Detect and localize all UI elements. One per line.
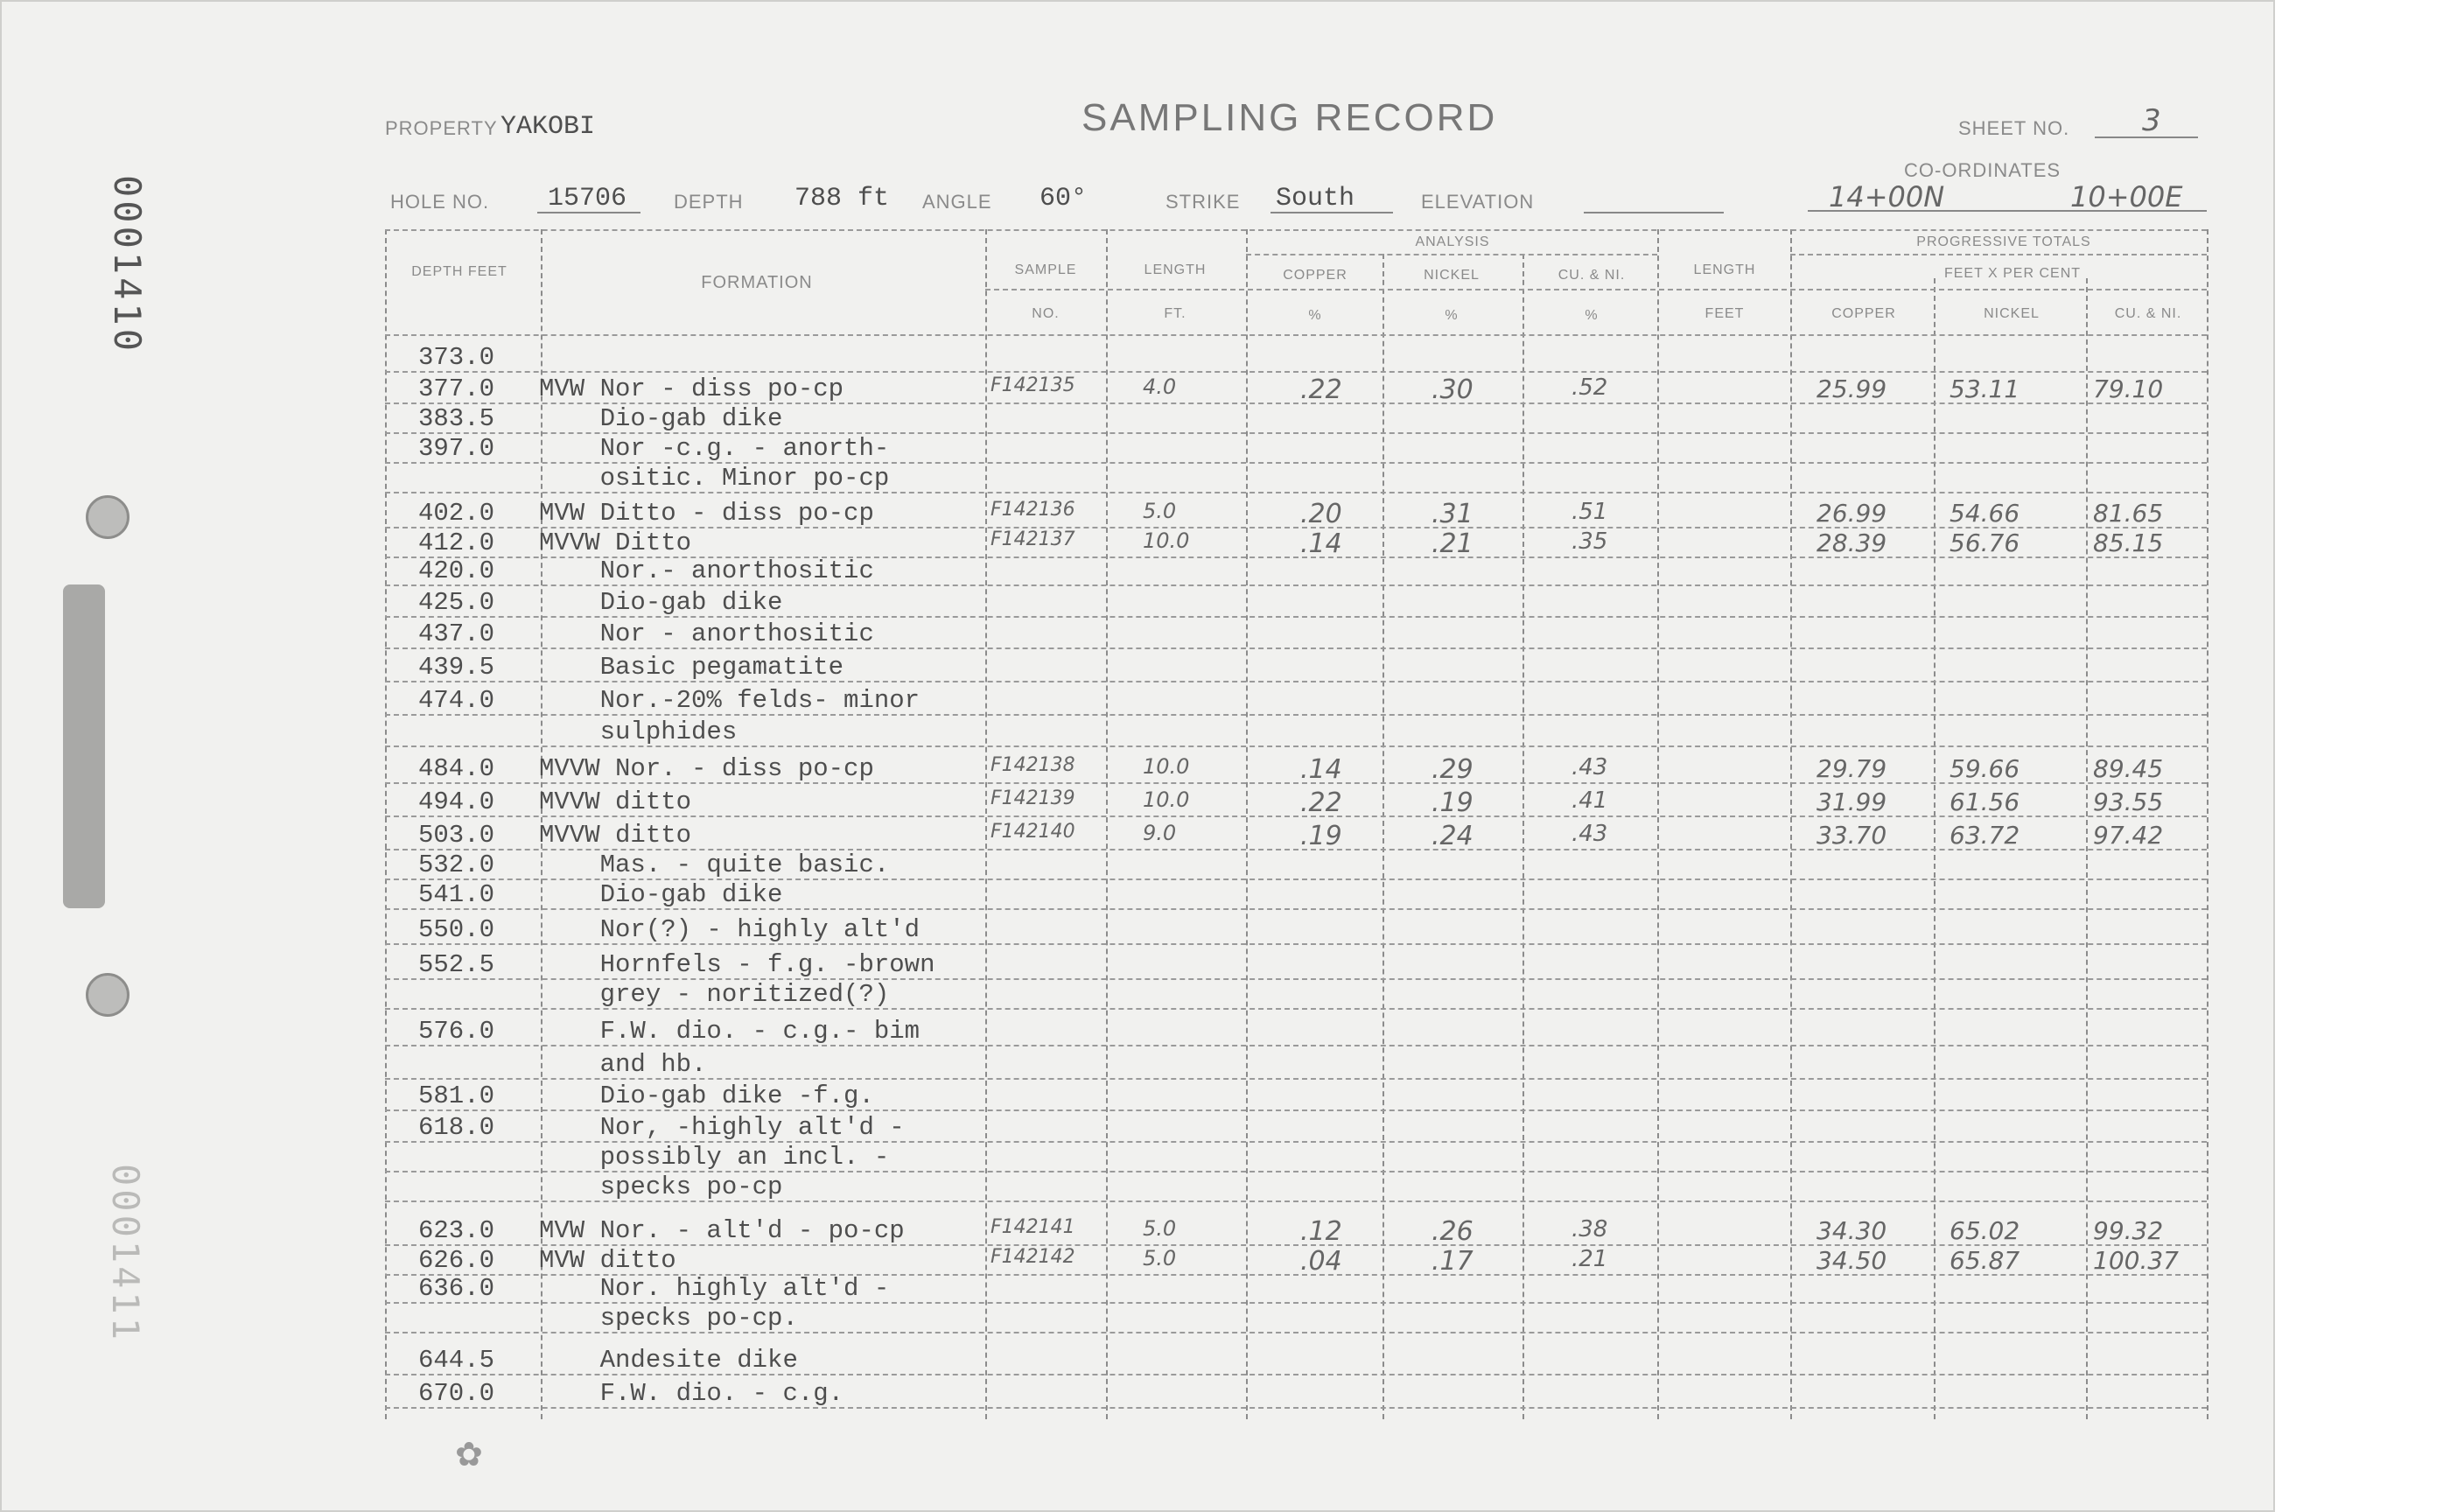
cell-formation: Nor - anorthositic — [539, 620, 874, 648]
table-row — [0, 588, 2275, 617]
table-row — [0, 1082, 2275, 1108]
cell-depth: 626.0 — [418, 1246, 495, 1275]
margin-id-faded: 0001411 — [104, 1164, 147, 1344]
col-cuni-pct: % — [1585, 308, 1599, 323]
col-sample-header: SAMPLE — [1014, 262, 1077, 277]
table-row — [0, 1246, 2275, 1277]
cell-prog-copper: 31.99 — [1816, 788, 1887, 816]
cell-depth: 581.0 — [418, 1082, 495, 1110]
coord-underline — [1808, 210, 2207, 212]
cell-sample-no: F142142 — [990, 1246, 1075, 1268]
property-label: PROPERTY — [385, 117, 498, 139]
table-row — [0, 1172, 2275, 1199]
table-top-line — [385, 229, 2207, 231]
cell-prog-cuni: 99.32 — [2093, 1216, 2164, 1245]
cell-prog-cuni: 85.15 — [2093, 528, 2164, 557]
col-nickel-pct: % — [1445, 308, 1459, 323]
table-row — [0, 434, 2275, 463]
table-row — [0, 1346, 2275, 1375]
cell-prog-copper: 34.50 — [1816, 1246, 1887, 1275]
row-rule — [385, 1078, 2207, 1080]
col-analysis-header: ANALYSIS — [1415, 234, 1490, 249]
stamp-mark: ✿ — [455, 1437, 483, 1474]
cell-length: 5.0 — [1143, 1216, 1177, 1241]
cell-formation: Nor.-20% felds- minor — [539, 686, 920, 715]
cell-copper-pct: .14 — [1300, 528, 1342, 559]
cell-nickel-pct: .31 — [1432, 499, 1474, 529]
row-rule — [385, 648, 2207, 649]
cell-copper-pct: .19 — [1300, 821, 1342, 851]
cell-formation: Nor(?) - highly alt'd — [539, 915, 920, 944]
cell-formation: sulphides — [539, 718, 738, 746]
cell-copper-pct: .22 — [1300, 788, 1342, 818]
page-margin — [2275, 0, 2450, 1512]
cell-nickel-pct: .21 — [1432, 528, 1474, 559]
cell-depth: 474.0 — [418, 686, 495, 715]
table-row — [0, 1050, 2275, 1079]
col-copper-pct: % — [1308, 308, 1322, 323]
strike-label: STRIKE — [1166, 191, 1241, 213]
cell-prog-copper: 28.39 — [1816, 528, 1887, 557]
cell-depth: 437.0 — [418, 620, 495, 648]
cell-copper-pct: .12 — [1300, 1216, 1342, 1247]
col-formation-header: FORMATION — [701, 273, 813, 292]
cell-depth: 623.0 — [418, 1216, 495, 1245]
table-row — [0, 1113, 2275, 1142]
cell-formation: Nor -c.g. - anorth- — [539, 434, 890, 463]
row-rule — [385, 584, 2207, 586]
cell-depth: 402.0 — [418, 499, 495, 528]
cell-formation: Dio-gab dike — [539, 588, 783, 617]
row-rule — [385, 1407, 2207, 1409]
table-row — [0, 1304, 2275, 1333]
cell-prog-nickel: 61.56 — [1950, 788, 2020, 816]
cell-formation: Dio-gab dike — [539, 880, 783, 909]
property-value: YAKOBI — [500, 112, 596, 142]
cell-prog-nickel: 56.76 — [1950, 528, 2020, 557]
cell-copper-pct: .22 — [1300, 374, 1342, 405]
cell-sample-no: F142139 — [990, 788, 1075, 809]
col-prog-nickel-header: NICKEL — [1984, 306, 2040, 321]
elevation-label: ELEVATION — [1421, 191, 1535, 213]
cell-formation: grey - noritized(?) — [539, 980, 890, 1009]
cell-prog-nickel: 59.66 — [1950, 754, 2020, 783]
sheet-label: SHEET NO. — [1958, 117, 2070, 139]
cell-formation: Hornfels - f.g. -brown — [539, 950, 935, 979]
cell-depth: 532.0 — [418, 850, 495, 879]
cell-depth: 541.0 — [418, 880, 495, 909]
cell-length: 10.0 — [1143, 754, 1190, 779]
cell-prog-nickel: 65.87 — [1950, 1246, 2020, 1275]
cell-prog-cuni: 97.42 — [2093, 821, 2164, 850]
hole-label: HOLE NO. — [390, 191, 490, 213]
col-copper-header: COPPER — [1283, 268, 1348, 283]
cell-depth: 484.0 — [418, 754, 495, 783]
margin-id: 0001410 — [106, 175, 149, 355]
row-rule — [385, 714, 2207, 716]
cell-formation: MVVW Ditto — [539, 528, 692, 557]
cell-sample-no: F142136 — [990, 499, 1075, 521]
cell-depth: 420.0 — [418, 556, 495, 585]
cell-length: 4.0 — [1143, 374, 1177, 399]
cell-sample-no: F142137 — [990, 528, 1075, 550]
table-row — [0, 343, 2275, 372]
cell-depth: 412.0 — [418, 528, 495, 557]
col-length-feet-header: LENGTH — [1693, 262, 1756, 277]
cell-depth: 552.5 — [418, 950, 495, 979]
cell-cuni-pct: .51 — [1572, 499, 1608, 525]
table-row — [0, 915, 2275, 942]
cell-formation: Mas. - quite basic. — [539, 850, 890, 879]
cell-prog-cuni: 81.65 — [2093, 499, 2164, 528]
cell-formation: Nor, -highly alt'd - — [539, 1113, 905, 1142]
elevation-underline — [1584, 212, 1724, 214]
cell-depth: 425.0 — [418, 588, 495, 617]
cell-length: 10.0 — [1143, 528, 1190, 553]
coord-north: 14+00N — [1829, 180, 1945, 214]
table-row — [0, 1216, 2275, 1247]
col-progressive-header: PROGRESSIVE TOTALS — [1916, 234, 2091, 249]
row-rule — [385, 1200, 2207, 1202]
cell-depth: 618.0 — [418, 1113, 495, 1142]
cell-prog-nickel: 63.72 — [1950, 821, 2020, 850]
cell-cuni-pct: .21 — [1572, 1246, 1608, 1272]
col-nickel-header: NICKEL — [1424, 268, 1480, 283]
progressive-sub-line — [1790, 254, 2207, 256]
cell-cuni-pct: .43 — [1572, 821, 1608, 847]
table-row — [0, 653, 2275, 682]
cell-prog-cuni: 100.37 — [2093, 1246, 2179, 1275]
table-row — [0, 850, 2275, 877]
cell-formation: specks po-cp. — [539, 1304, 798, 1333]
cell-copper-pct: .14 — [1300, 754, 1342, 785]
cell-length: 5.0 — [1143, 499, 1177, 523]
row-rule — [385, 1045, 2207, 1046]
cell-prog-copper: 33.70 — [1816, 821, 1887, 850]
cell-nickel-pct: .17 — [1432, 1246, 1474, 1277]
cell-formation: MVW Nor - diss po-cp — [539, 374, 844, 403]
cell-cuni-pct: .52 — [1572, 374, 1608, 401]
table-row — [0, 499, 2275, 529]
cell-depth: 670.0 — [418, 1379, 495, 1408]
cell-length: 9.0 — [1143, 821, 1177, 845]
table-row — [0, 718, 2275, 744]
depth-value: 788 ft — [794, 184, 890, 214]
row-rule — [385, 943, 2207, 945]
table-row — [0, 950, 2275, 979]
cell-formation: MVW Ditto - diss po-cp — [539, 499, 874, 528]
cell-prog-nickel: 65.02 — [1950, 1216, 2020, 1245]
table-row — [0, 374, 2275, 405]
col-sample-no-header: NO. — [1032, 306, 1060, 321]
cell-nickel-pct: .19 — [1432, 788, 1474, 818]
angle-label: ANGLE — [922, 191, 992, 213]
header-mid-line — [985, 289, 2207, 290]
cell-depth: 576.0 — [418, 1017, 495, 1046]
cell-depth: 550.0 — [418, 915, 495, 944]
table-row — [0, 1143, 2275, 1172]
cell-prog-copper: 25.99 — [1816, 374, 1887, 403]
cell-nickel-pct: .26 — [1432, 1216, 1474, 1247]
strike-underline — [1270, 212, 1393, 214]
coord-east: 10+00E — [2070, 180, 2183, 214]
cell-prog-cuni: 89.45 — [2093, 754, 2164, 783]
strike-value: South — [1276, 184, 1355, 214]
col-prog-cuni-header: CU. & NI. — [2114, 306, 2182, 321]
cell-cuni-pct: .43 — [1572, 754, 1608, 780]
row-rule — [385, 746, 2207, 747]
cell-formation: MVVW Nor. - diss po-cp — [539, 754, 874, 783]
table-row — [0, 788, 2275, 818]
table-row — [0, 1017, 2275, 1046]
row-rule — [385, 816, 2207, 817]
cell-formation: MVVW ditto — [539, 788, 692, 816]
row-rule — [385, 1008, 2207, 1010]
cell-formation: specks po-cp — [539, 1172, 783, 1201]
row-rule — [385, 908, 2207, 910]
cell-formation: Dio-gab dike — [539, 404, 783, 433]
analysis-sub-line — [1246, 254, 1657, 256]
row-rule — [385, 492, 2207, 494]
col-feet-x-pct-header: FEET X PER CENT — [1943, 266, 2082, 281]
cell-nickel-pct: .24 — [1432, 821, 1474, 851]
row-rule — [385, 1110, 2207, 1111]
table-row — [0, 620, 2275, 646]
cell-depth: 636.0 — [418, 1274, 495, 1303]
table-row — [0, 464, 2275, 493]
row-rule — [385, 681, 2207, 682]
row-rule — [385, 1374, 2207, 1376]
table-row — [0, 556, 2275, 583]
cell-prog-nickel: 53.11 — [1950, 374, 2020, 403]
table-row — [0, 821, 2275, 851]
cell-prog-cuni: 93.55 — [2093, 788, 2164, 816]
cell-sample-no: F142141 — [990, 1216, 1075, 1238]
cell-formation: MVVW ditto — [539, 821, 692, 850]
cell-depth: 377.0 — [418, 374, 495, 403]
table-row — [0, 404, 2275, 433]
row-rule — [385, 616, 2207, 618]
table-row — [0, 980, 2275, 1009]
col-prog-copper-header: COPPER — [1831, 306, 1896, 321]
cell-formation: F.W. dio. - c.g. — [539, 1379, 844, 1408]
cell-formation: ositic. Minor po-cp — [539, 464, 890, 493]
cell-sample-no: F142140 — [990, 821, 1075, 843]
cell-formation: MVW ditto — [539, 1246, 676, 1275]
cell-depth: 397.0 — [418, 434, 495, 463]
cell-formation: F.W. dio. - c.g.- bim — [539, 1017, 920, 1046]
cell-cuni-pct: .35 — [1572, 528, 1608, 555]
angle-value: 60° — [1040, 184, 1088, 214]
row-rule — [385, 371, 2207, 373]
col-feet-header: FEET — [1704, 306, 1745, 321]
depth-label: DEPTH — [674, 191, 744, 213]
cell-prog-copper: 26.99 — [1816, 499, 1887, 528]
table-row — [0, 1379, 2275, 1408]
cell-length: 10.0 — [1143, 788, 1190, 812]
table-row — [0, 1274, 2275, 1303]
cell-prog-cuni: 79.10 — [2093, 374, 2164, 403]
cell-depth: 494.0 — [418, 788, 495, 816]
col-depth-header: DEPTH FEET — [411, 264, 508, 279]
table-row — [0, 880, 2275, 909]
col-cuni-header: CU. & NI. — [1558, 268, 1626, 283]
header-bottom-line — [385, 334, 2207, 336]
table-row — [0, 754, 2275, 785]
cell-formation: MVW Nor. - alt'd - po-cp — [539, 1216, 905, 1245]
cell-nickel-pct: .30 — [1432, 374, 1474, 405]
cell-sample-no: F142135 — [990, 374, 1075, 396]
cell-prog-nickel: 54.66 — [1950, 499, 2020, 528]
row-rule — [385, 1332, 2207, 1334]
hole-underline — [537, 212, 640, 214]
cell-prog-copper: 29.79 — [1816, 754, 1887, 783]
cell-formation: Basic pegamatite — [539, 653, 844, 682]
cell-depth: 503.0 — [418, 821, 495, 850]
cell-depth: 644.5 — [418, 1346, 495, 1375]
cell-cuni-pct: .41 — [1572, 788, 1608, 814]
coordinates-label: CO-ORDINATES — [1904, 159, 2062, 181]
cell-formation: Nor. highly alt'd - — [539, 1274, 890, 1303]
cell-nickel-pct: .29 — [1432, 754, 1474, 785]
cell-formation: Nor.- anorthositic — [539, 556, 874, 585]
col-length-ft-header: FT. — [1164, 306, 1186, 321]
cell-sample-no: F142138 — [990, 754, 1075, 776]
cell-depth: 383.5 — [418, 404, 495, 433]
page-title: SAMPLING RECORD — [1082, 96, 1498, 139]
sheet-value: 3 — [2142, 103, 2161, 138]
table-row — [0, 528, 2275, 559]
cell-formation: Andesite dike — [539, 1346, 798, 1375]
cell-formation: Dio-gab dike -f.g. — [539, 1082, 874, 1110]
cell-length: 5.0 — [1143, 1246, 1177, 1270]
cell-copper-pct: .20 — [1300, 499, 1342, 529]
cell-prog-copper: 34.30 — [1816, 1216, 1887, 1245]
row-rule — [385, 782, 2207, 784]
cell-formation: and hb. — [539, 1050, 707, 1079]
cell-depth: 439.5 — [418, 653, 495, 682]
cell-copper-pct: .04 — [1300, 1246, 1342, 1277]
col-length-header: LENGTH — [1144, 262, 1207, 277]
cell-depth: 373.0 — [418, 343, 495, 372]
cell-cuni-pct: .38 — [1572, 1216, 1608, 1242]
cell-formation: possibly an incl. - — [539, 1143, 890, 1172]
table-row — [0, 686, 2275, 715]
hole-value: 15706 — [548, 184, 627, 214]
